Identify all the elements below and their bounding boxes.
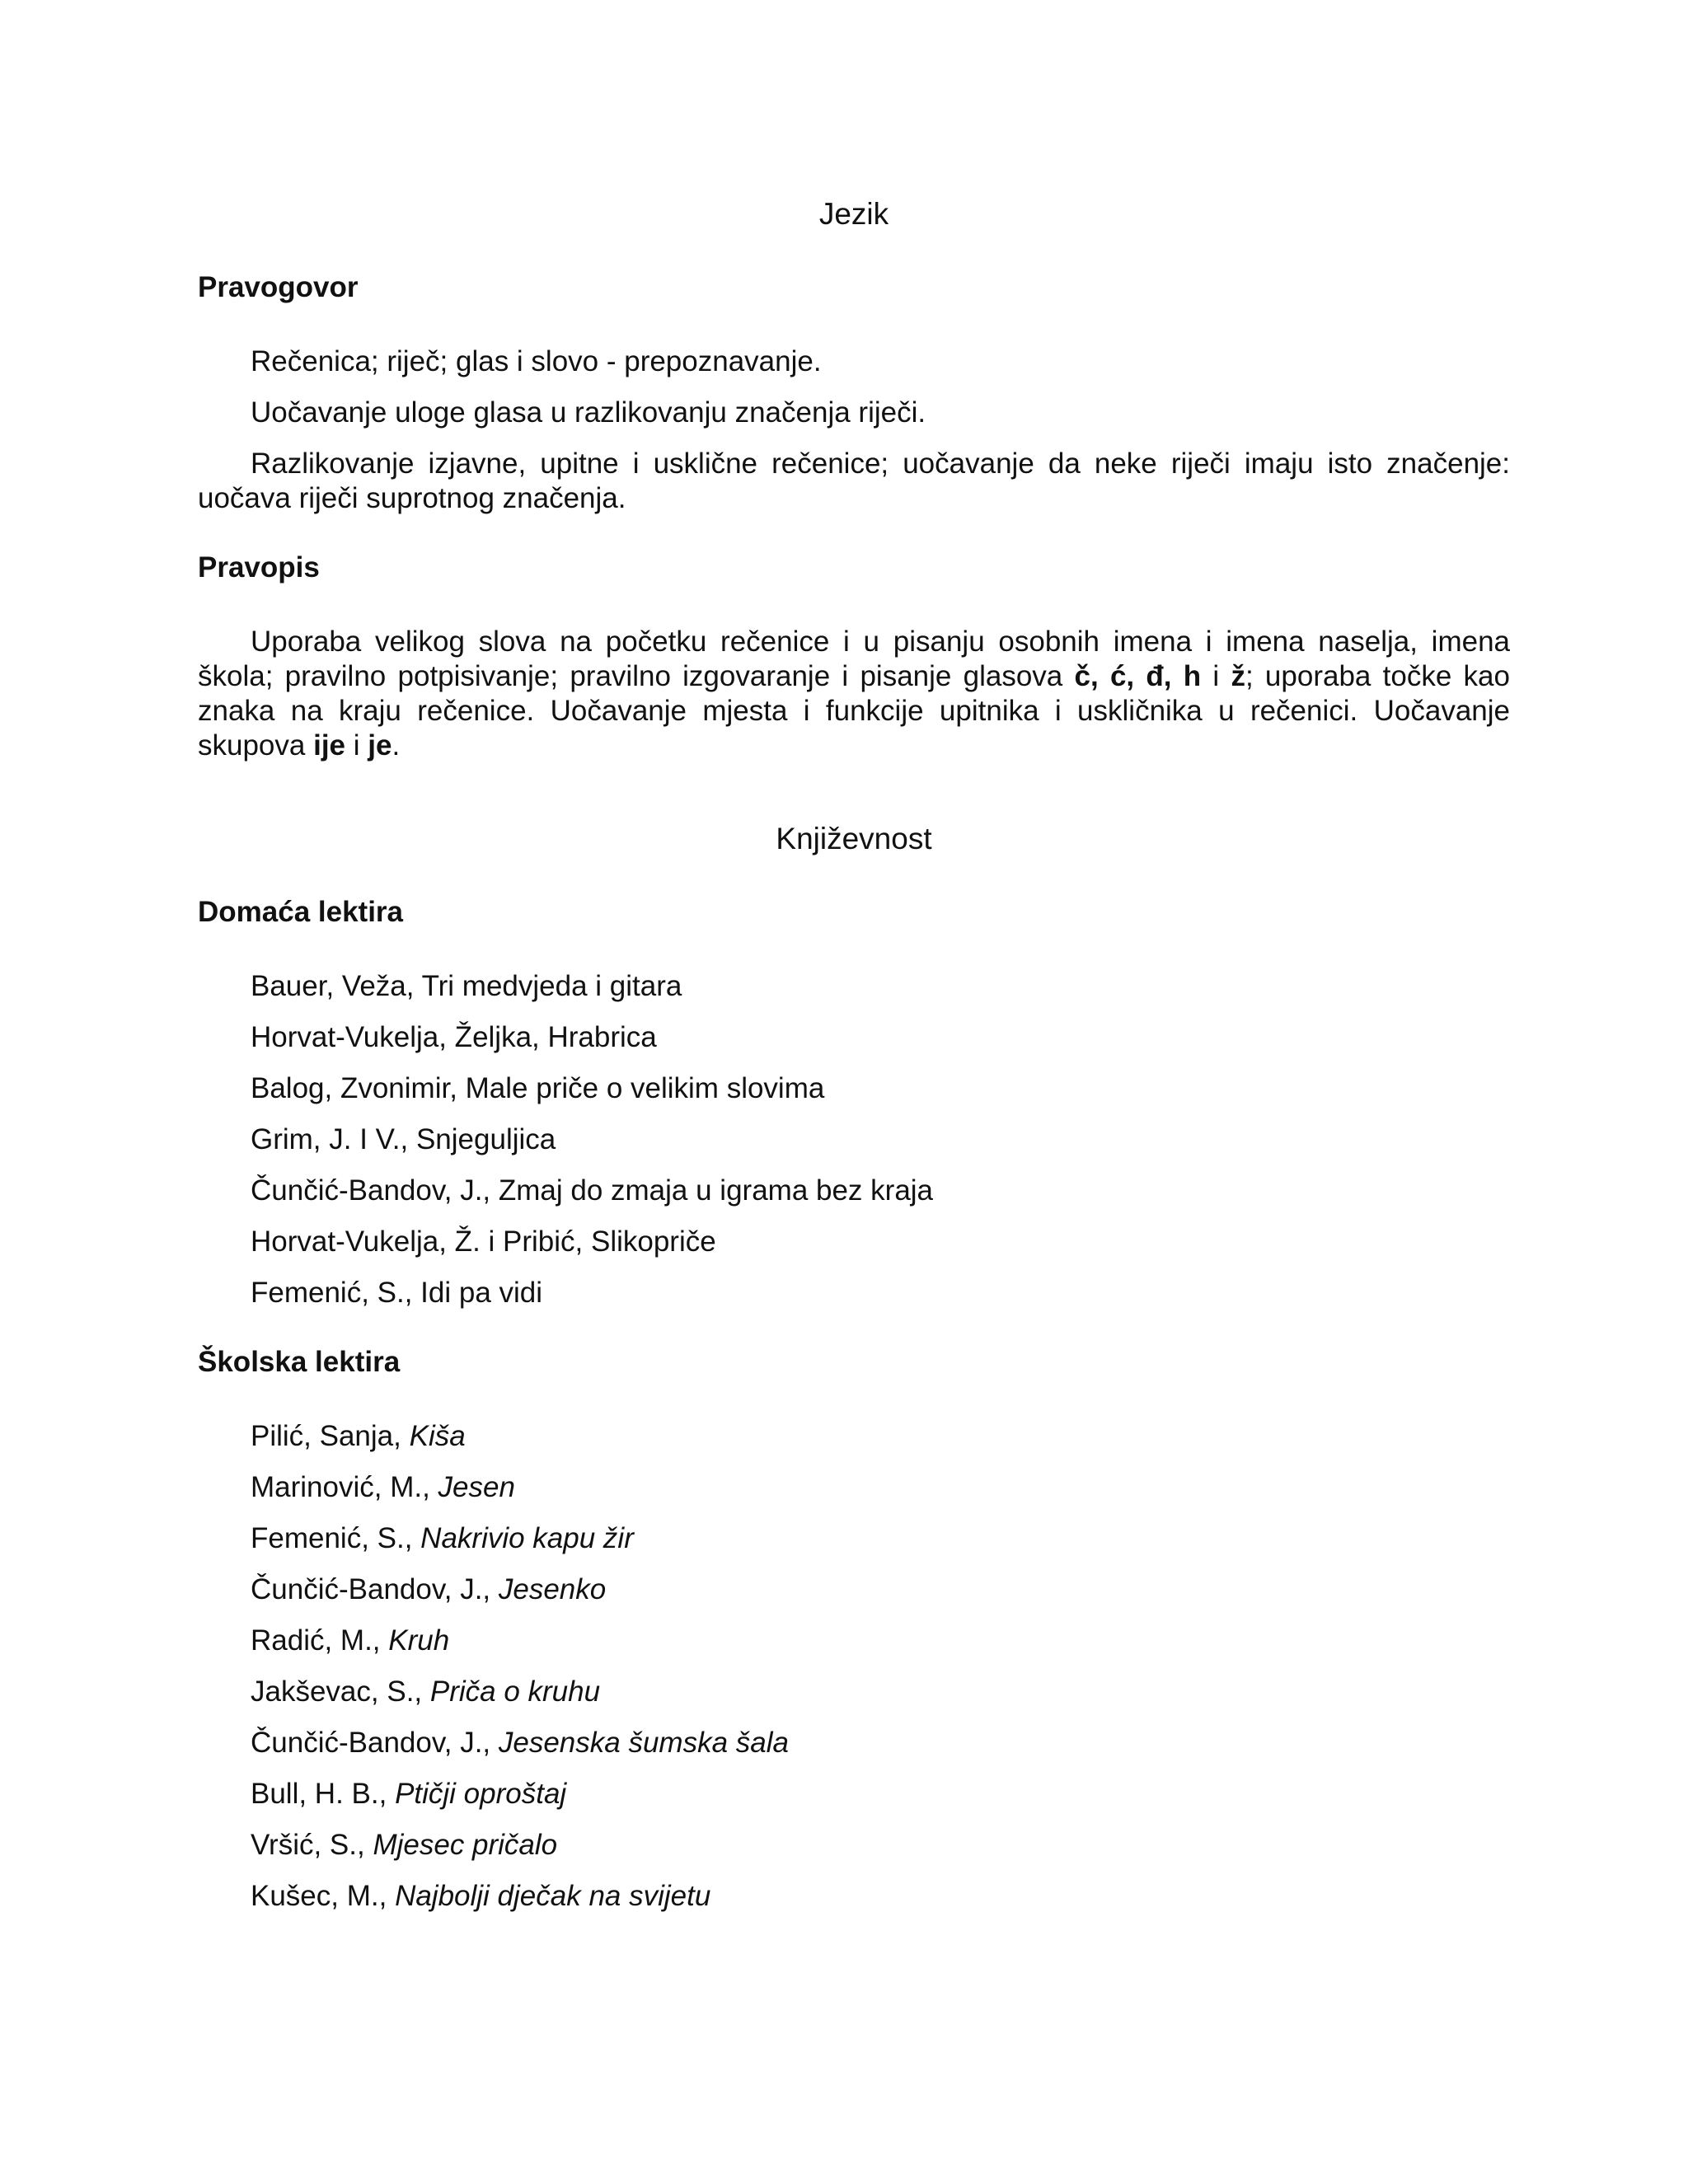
item-title: Najbolji dječak na svijetu bbox=[395, 1880, 711, 1912]
list-item: Čunčić-Bandov, J., Zmaj do zmaja u igrama bez kraja bbox=[251, 1174, 934, 1207]
list-item bbox=[251, 1521, 789, 1572]
pravopis-text-c: i bbox=[1201, 660, 1231, 692]
list-item bbox=[251, 1777, 789, 1828]
item-title: Nakrivio kapu žir bbox=[420, 1522, 634, 1554]
paragraph-pravogovor-1: Rečenica; riječ; glas i slovo - prepoznavanje. bbox=[251, 345, 822, 377]
item-title: Jesen bbox=[438, 1471, 515, 1503]
list-item: Bauer, Veža, Tri medvjeda i gitara bbox=[251, 970, 682, 1002]
section-title-knjizevnost: Književnost bbox=[776, 822, 932, 855]
heading-domaca-lektira: Domaća lektira bbox=[198, 896, 404, 928]
heading-pravopis: Pravopis bbox=[198, 551, 320, 583]
paragraph-pravogovor-3: Razlikovanje izjavne, upitne i usklične rečenice; uočavanje da neke riječi imaju isto značenje: uočava riječi suprotnog značenja. bbox=[198, 448, 1510, 514]
list-item bbox=[251, 1726, 789, 1777]
pravopis-bold-z: ž bbox=[1231, 660, 1245, 692]
item-author: Marinović, M., bbox=[251, 1471, 438, 1503]
list-item bbox=[251, 1572, 789, 1624]
item-title: Jesenska šumska šala bbox=[498, 1727, 789, 1759]
list-item bbox=[251, 1470, 789, 1521]
paragraph-pravogovor-2: Uočavanje uloge glasa u razlikovanju značenja riječi. bbox=[251, 396, 926, 429]
item-author: Radić, M., bbox=[251, 1624, 389, 1657]
item-author: Jakševac, S., bbox=[251, 1675, 430, 1708]
heading-skolska-lektira: Školska lektira bbox=[198, 1346, 401, 1378]
list-item bbox=[251, 1419, 789, 1470]
pravopis-text-e: ; uporaba točke kao znaka na kraju rečenice. Uočavanje mjesta i funkcije upitnika i uskličnika u rečenici. Uočavanje skupova bbox=[198, 660, 1510, 762]
heading-pravogovor: Pravogovor bbox=[198, 271, 359, 303]
item-author: Čunčić-Bandov, J., bbox=[251, 1573, 499, 1605]
domaca-lektira-list bbox=[251, 969, 933, 1327]
pravopis-text-g: i bbox=[345, 729, 368, 762]
skolska-lektira-list bbox=[251, 1419, 789, 1930]
item-author: Čunčić-Bandov, J., bbox=[251, 1727, 499, 1759]
list-item: Balog, Zvonimir, Male priče o velikim slovima bbox=[251, 1072, 825, 1104]
item-author: Pilić, Sanja, bbox=[251, 1420, 410, 1452]
paragraph-pravopis bbox=[198, 625, 1510, 763]
item-title: Ptičji oproštaj bbox=[395, 1778, 567, 1810]
list-item bbox=[251, 1879, 789, 1930]
list-item bbox=[251, 1675, 789, 1726]
pravopis-text-a: Uporaba velikog slova na početku rečenice i u pisanju osobnih imena i imena naselja, imena škola; pravilno potpisivanje; pravilno izgovaranje i pisanje glasova bbox=[198, 626, 1510, 692]
item-title: Kruh bbox=[388, 1624, 450, 1657]
item-author: Kušec, M., bbox=[251, 1880, 396, 1912]
section-title-jezik: Jezik bbox=[818, 197, 889, 231]
pravopis-bold-letters: č, ć, đ, h bbox=[1074, 660, 1202, 692]
item-title: Jesenko bbox=[498, 1573, 607, 1605]
pravopis-bold-ije: ije bbox=[313, 729, 346, 762]
item-author: Bull, H. B., bbox=[251, 1778, 396, 1810]
pravopis-bold-je: je bbox=[368, 729, 392, 762]
item-title: Priča o kruhu bbox=[429, 1675, 601, 1708]
item-author: Femenić, S., bbox=[251, 1522, 421, 1554]
list-item: Horvat-Vukelja, Željka, Hrabrica bbox=[251, 1021, 657, 1053]
list-item bbox=[251, 1624, 789, 1675]
item-title: Mjesec pričalo bbox=[373, 1829, 558, 1861]
list-item: Grim, J. I V., Snjeguljica bbox=[251, 1123, 556, 1155]
list-item: Femenić, S., Idi pa vidi bbox=[251, 1277, 543, 1309]
item-author: Vršić, S., bbox=[251, 1829, 373, 1861]
list-item bbox=[251, 1828, 789, 1879]
list-item: Horvat-Vukelja, Ž. i Pribić, Slikopriče bbox=[251, 1226, 716, 1258]
item-title: Kiša bbox=[409, 1420, 466, 1452]
pravopis-text-i: . bbox=[392, 729, 401, 762]
